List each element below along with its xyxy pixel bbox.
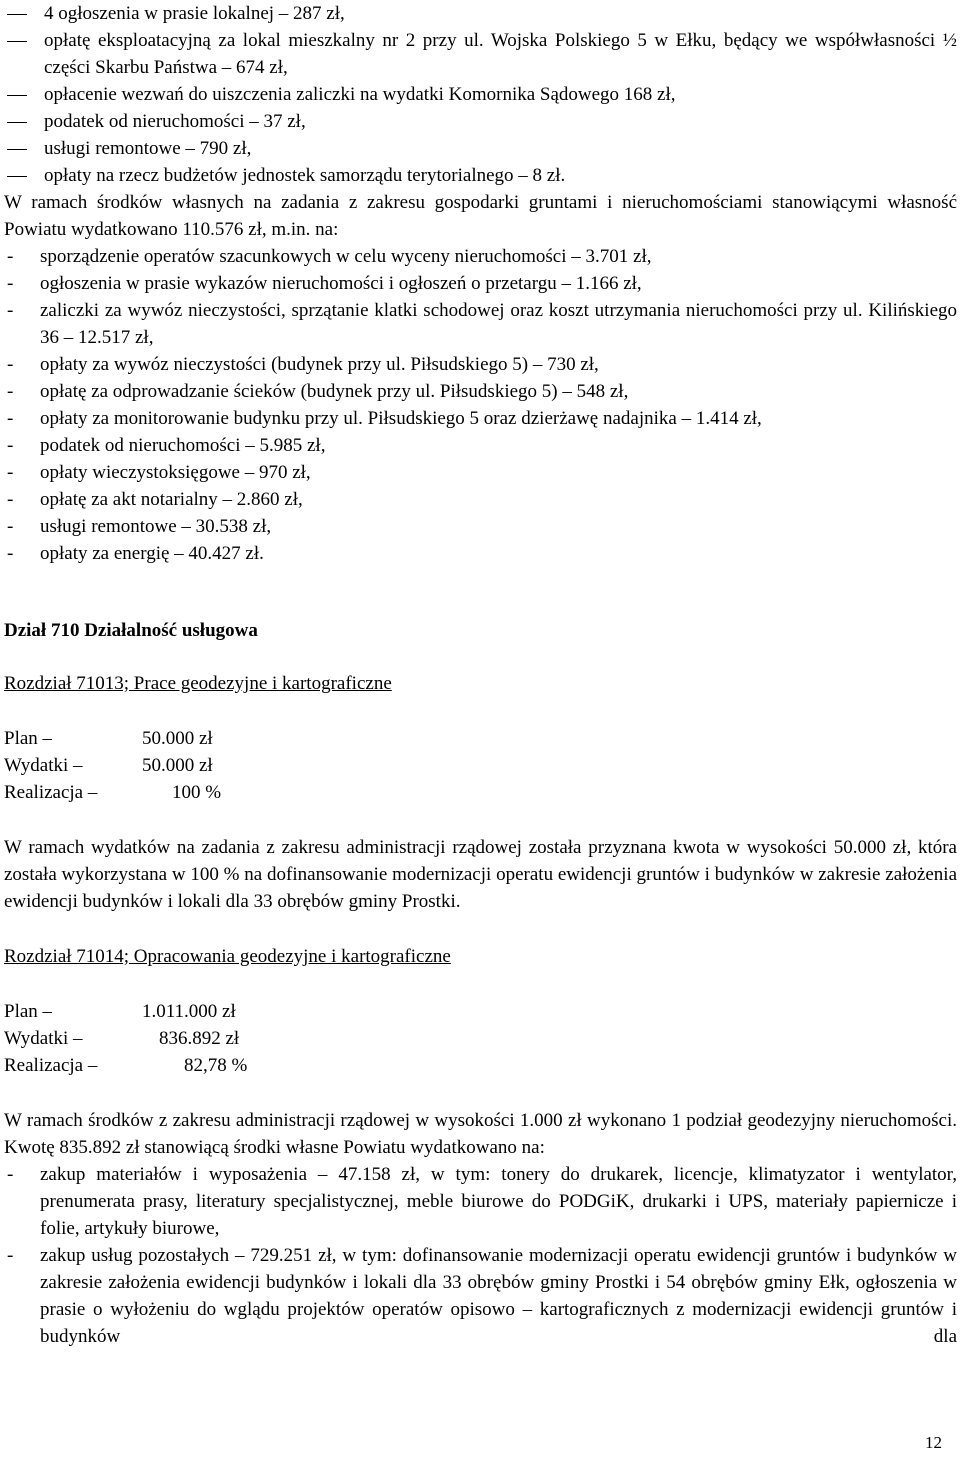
list-item: - opłaty za energię – 40.427 zł. xyxy=(7,543,264,564)
list-item: podatek od nieruchomości – 37 zł, xyxy=(4,108,957,135)
list-item: - zakup materiałów i wyposażenia – 47.158 zł, w tym: tonery do drukarek, licencje, klimatyzator i wentylator, prenumerata prasy, literatury specjalistycznej, meble biurowe do PODGiK, drukarki i UPS, materiały papiernicze i folie, artykuły biurowe, xyxy=(7,1164,957,1239)
plan-row: Plan – 1.011.000 zł xyxy=(4,1001,236,1022)
section-heading: Dział 710 Działalność usługowa xyxy=(4,620,258,641)
list-item: - opłatę za akt notarialny – 2.860 zł, xyxy=(7,489,303,510)
list-item: - opłaty za monitorowanie budynku przy ul. Piłsudskiego 5 oraz dzierżawę nadajnika – 1.414 zł, xyxy=(7,408,762,429)
budget-summary-71013 xyxy=(4,725,957,806)
realizacja-row: Realizacja – 100 % xyxy=(4,782,222,803)
dash-bullet xyxy=(4,108,44,135)
chapter-heading-71013: Rozdział 71013; Prace geodezyjne i kartograficzne xyxy=(4,673,392,694)
page-number: 12 xyxy=(925,1433,942,1452)
list-item: opłaty na rzecz budżetów jednostek samorządu terytorialnego – 8 zł. xyxy=(4,162,957,189)
dash-bullet xyxy=(4,135,44,162)
list-item: - opłaty wieczystoksięgowe – 970 zł, xyxy=(7,462,311,483)
wydatki-row: Wydatki – 50.000 zł xyxy=(4,755,213,776)
realizacja-row: Realizacja – 82,78 % xyxy=(4,1055,248,1076)
document-page xyxy=(4,0,957,1350)
spacer xyxy=(4,915,957,943)
list-item: - podatek od nieruchomości – 5.985 zł, xyxy=(7,435,326,456)
spacer xyxy=(4,697,957,725)
dash-bullet xyxy=(4,162,44,189)
list-item: - sporządzenie operatów szacunkowych w celu wyceny nieruchomości – 3.701 zł, xyxy=(7,246,652,267)
spacer xyxy=(4,644,957,670)
paragraph-own-funds: W ramach środków własnych na zadania z zakresu gospodarki gruntami i nieruchomościami stanowiącymi własność Powiatu wydatkowano 110.576 zł, m.in. na: xyxy=(4,192,957,240)
wydatki-row: Wydatki – 836.892 zł xyxy=(4,1028,240,1049)
spacer xyxy=(4,970,957,998)
list-item: - ogłoszenia w prasie wykazów nieruchomości i ogłoszeń o przetargu – 1.166 zł, xyxy=(7,273,642,294)
list-71014 xyxy=(4,1161,957,1350)
list-item: usługi remontowe – 790 zł, xyxy=(4,135,957,162)
plan-row: Plan – 50.000 zł xyxy=(4,728,213,749)
dash-bullet xyxy=(4,81,44,108)
list-item: - zaliczki za wywóz nieczystości, sprzątanie klatki schodowej oraz koszt utrzymania nieruchomości przy ul. Kilińskiego 36 – 12.517 zł, xyxy=(7,300,957,348)
list-item: - zakup usług pozostałych – 729.251 zł, w tym: dofinansowanie modernizacji operatu ewidencji gruntów i budynków w zakresie założenia ewidencji budynków i lokali dla 33 obrębów gminy Prostki i 54 obrębów gminy Ełk, ogłoszenia w prasie o wyłożeniu do wglądu projektów operatów opisowo – kartograficznych z modernizacji ewidencji gruntów i budynków dla xyxy=(7,1245,957,1347)
dash-bullet xyxy=(4,27,44,81)
list-item: - usługi remontowe – 30.538 zł, xyxy=(7,516,272,537)
dash-bullet xyxy=(4,0,44,27)
list-item: opłatę eksploatacyjną za lokal mieszkalny nr 2 przy ul. Wojska Polskiego 5 w Ełku, będący we współwłasności ½ części Skarbu Państwa – 674 zł, xyxy=(4,27,957,81)
spacer xyxy=(4,1079,957,1107)
list-item: - opłaty za wywóz nieczystości (budynek przy ul. Piłsudskiego 5) – 730 zł, xyxy=(7,354,599,375)
budget-summary-71014 xyxy=(4,998,957,1079)
list-a xyxy=(4,0,957,189)
spacer xyxy=(4,806,957,834)
list-item: opłacenie wezwań do uiszczenia zaliczki na wydatki Komornika Sądowego 168 zł, xyxy=(4,81,957,108)
spacer xyxy=(4,567,957,617)
list-item: 4 ogłoszenia w prasie lokalnej – 287 zł, xyxy=(4,0,957,27)
chapter-heading-71014: Rozdział 71014; Opracowania geodezyjne i kartograficzne xyxy=(4,946,451,967)
paragraph-71013: W ramach wydatków na zadania z zakresu administracji rządowej została przyznana kwota w wysokości 50.000 zł, która została wykorzystana w 100 % na dofinansowanie modernizacji operatu ewidencji gruntów i budynków w zakresie założenia ewidencji budynków i lokali dla 33 obrębów gminy Prostki. xyxy=(4,837,957,912)
paragraph-71014: W ramach środków z zakresu administracji rządowej w wysokości 1.000 zł wykonano 1 podział geodezyjny nieruchomości. Kwotę 835.892 zł stanowiącą środki własne Powiatu wydatkowano na: xyxy=(4,1110,957,1158)
list-b xyxy=(4,243,957,567)
list-item: - opłatę za odprowadzanie ścieków (budynek przy ul. Piłsudskiego 5) – 548 zł, xyxy=(7,381,629,402)
